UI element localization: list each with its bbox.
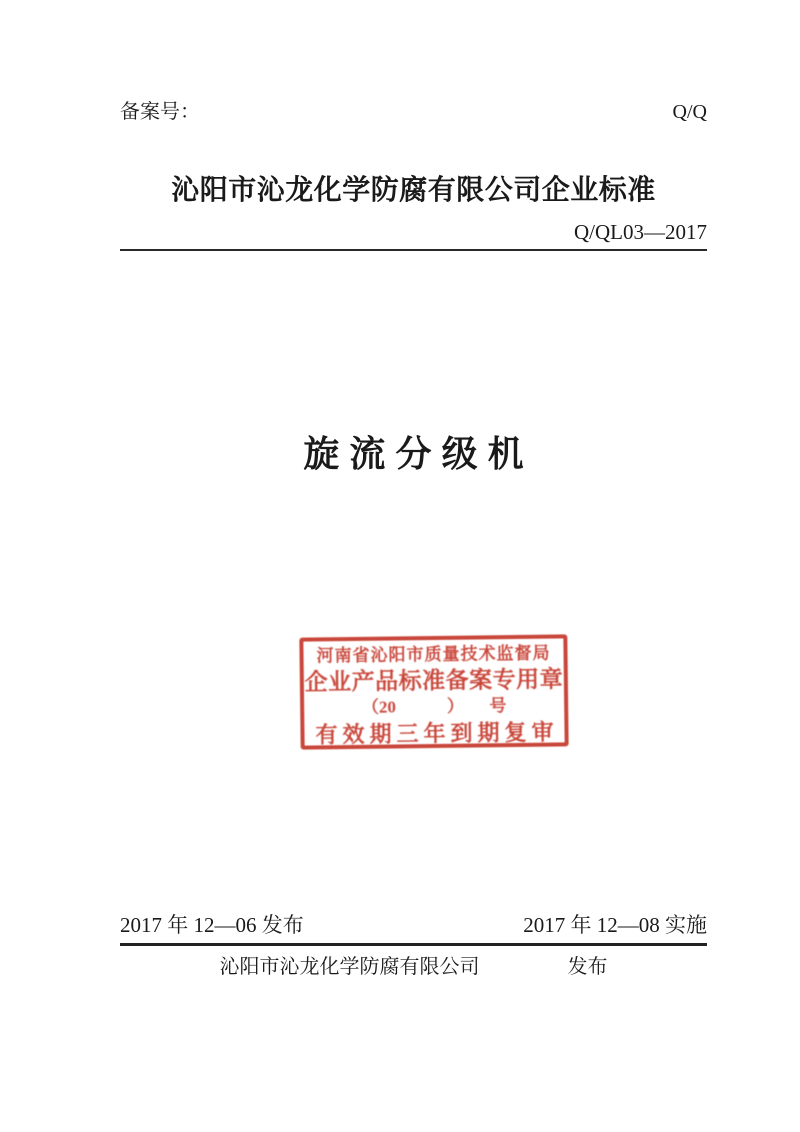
footer-company-name: 沁阳市沁龙化学防腐有限公司 xyxy=(219,956,480,978)
implementation-date: 2017 年 12—08 实施 xyxy=(523,913,707,937)
top-header-row xyxy=(120,95,707,124)
product-title: 旋流分级机 xyxy=(303,434,534,474)
stamp-seal-title-line: 企业产品标准备案专用章 xyxy=(304,666,564,695)
stamp-validity-line: 有效期三年到期复审 xyxy=(315,719,559,748)
standard-category-code: Q/Q xyxy=(672,101,707,123)
header-divider-line xyxy=(120,249,707,251)
stamp-authority-line: 河南省沁阳市质量技术监督局 xyxy=(316,643,551,666)
stamp-number-line: （20 ） 号 xyxy=(361,696,507,717)
record-number-label: 备案号： xyxy=(120,101,200,123)
footer-row xyxy=(120,950,707,979)
standard-number: Q/QL03—2017 xyxy=(574,220,707,244)
date-row xyxy=(120,909,707,939)
official-stamp xyxy=(299,634,568,749)
footer-publish-label: 发布 xyxy=(567,956,608,978)
footer-divider-line xyxy=(120,943,707,946)
organization-standard-title: 沁阳市沁龙化学防腐有限公司企业标准 xyxy=(171,175,656,206)
release-date: 2017 年 12—06 发布 xyxy=(120,913,304,937)
